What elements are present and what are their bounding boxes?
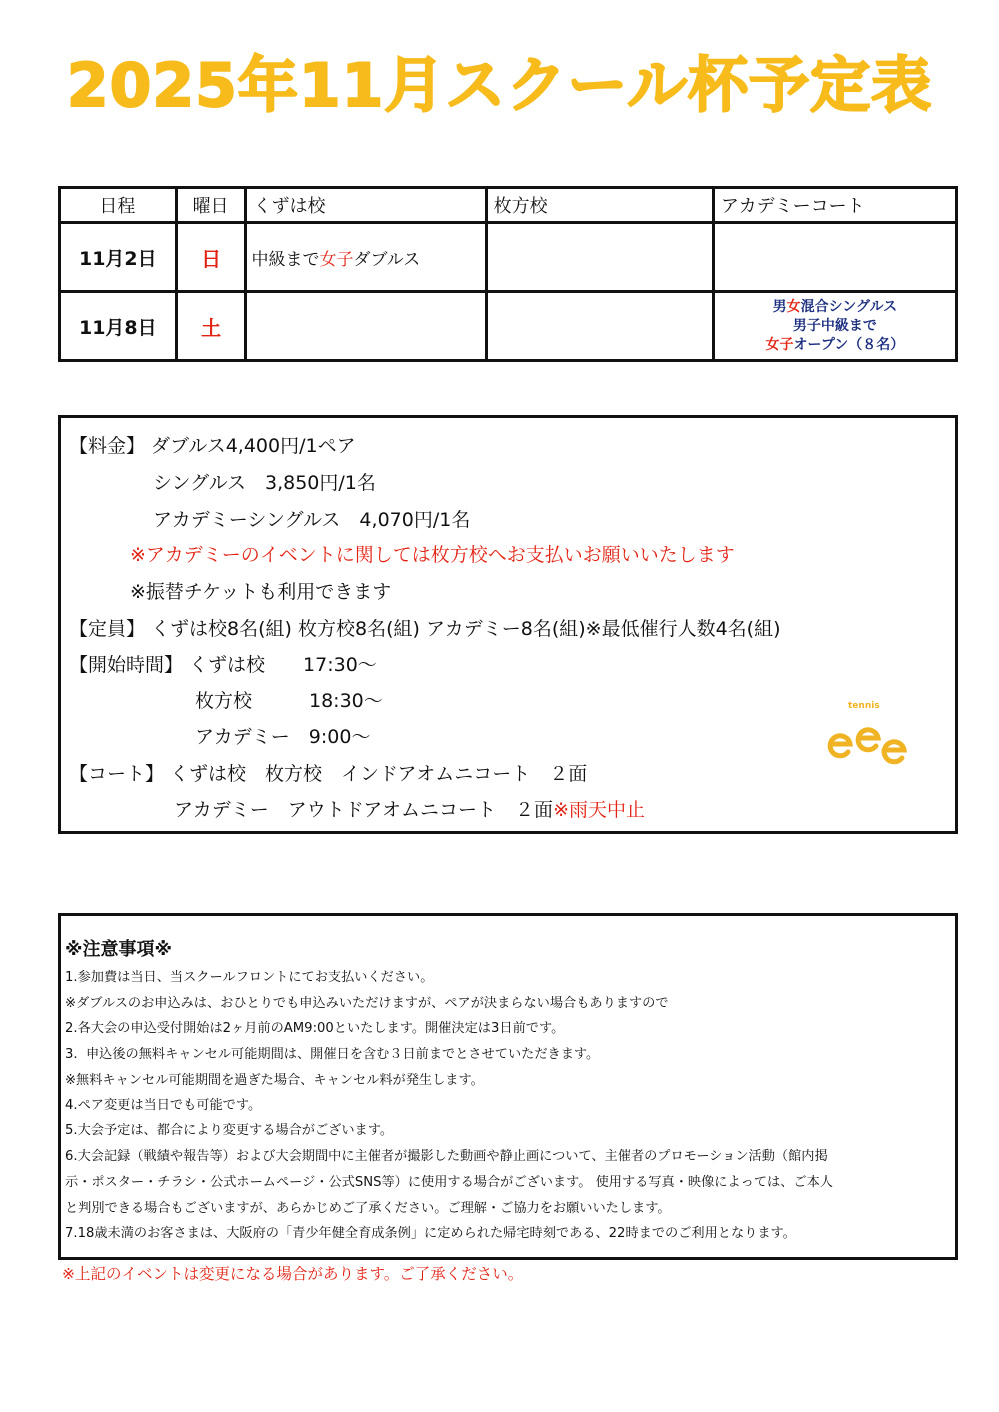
- academy-text-blue: オープン（８名）: [793, 336, 905, 353]
- note-item: 6.大会記録（戦績や報告等）および大会期間中に主催者が撮影した動画や静止画について、主催者のプロモーション活動（館内掲: [65, 1149, 828, 1164]
- schedule-table: [58, 186, 958, 362]
- notes-heading: ※注意事項※: [65, 939, 172, 960]
- header-kuzuha: くずは校: [246, 188, 486, 223]
- row-hirakata-event: [486, 292, 713, 361]
- court-outdoor-text: アカデミー アウトドアオムニコート ２面: [174, 799, 554, 821]
- row-date: 11月8日: [60, 292, 177, 361]
- fee-doubles: 【料金】 ダブルス4,400円/1ペア: [69, 435, 356, 457]
- table-header-row: [60, 188, 957, 223]
- note-item: 2.各大会の申込受付開始は2ヶ月前のAM9:00といたします。開催決定は3日前です。: [65, 1021, 565, 1036]
- start-time-hirakata: 枚方校 18:30～: [195, 690, 383, 712]
- note-item: 1.参加費は当日、当スクールフロントにてお支払いください。: [65, 970, 434, 985]
- academy-text-red: 女: [786, 298, 801, 315]
- row-kuzuha-event: [246, 223, 486, 292]
- header-hirakata: 枚方校: [486, 188, 713, 223]
- tennis-egg-logo: [826, 692, 916, 772]
- note-item: 示・ポスター・チラシ・公式ホームページ・公式SNS等）に使用する場合がございます。 使用する写真・映像によっては、ご本人: [65, 1175, 833, 1190]
- header-academy: アカデミーコート: [713, 188, 956, 223]
- logo-small-text: tennis: [848, 701, 880, 711]
- note-item: ※ダブルスのお申込みは、おひとりでも申込みいただけますが、ペアが決まらない場合もありますので: [65, 996, 669, 1011]
- start-time-academy: アカデミー 9:00～: [195, 726, 371, 748]
- event-text: 中級まで: [251, 249, 320, 270]
- event-text: ダブルス: [353, 249, 421, 270]
- page-title: 2025年11月スクール杯予定表: [66, 51, 933, 121]
- row-academy-event: [713, 223, 956, 292]
- logo-egg-mark: [830, 730, 904, 762]
- court-outdoor: [174, 795, 645, 822]
- note-item: 5.大会予定は、都合により変更する場合がございます。: [65, 1123, 394, 1138]
- row-day: 土: [176, 292, 246, 361]
- event-text-red: 女子: [319, 249, 354, 270]
- fee-academy-singles: アカデミーシングルス 4,070円/1名: [153, 509, 471, 531]
- table-row: [60, 223, 957, 292]
- row-academy-event: [713, 292, 956, 361]
- academy-text-blue: 混合シングルス: [800, 298, 898, 315]
- academy-text-blue: 男子中級まで: [792, 317, 877, 334]
- fee-ticket-note: ※振替チケットも利用できます: [130, 581, 392, 603]
- header-date: 日程: [60, 188, 177, 223]
- academy-text-blue: 男: [772, 298, 787, 315]
- academy-text-red: 女子: [765, 336, 794, 353]
- table-row: [60, 292, 957, 361]
- row-day: 日: [176, 223, 246, 292]
- fee-info-box: [58, 415, 958, 834]
- row-kuzuha-event: [246, 292, 486, 361]
- note-item: と判別できる場合もございますが、あらかじめご了承ください。ご理解・ご協力をお願いいたします。: [65, 1201, 671, 1216]
- note-item: 3. 申込後の無料キャンセル可能期間は、開催日を含む３日前までとさせていただきます。: [65, 1047, 600, 1062]
- note-item: 4.ペア変更は当日でも可能です。: [65, 1098, 262, 1113]
- logo-main-text: egg: [826, 692, 828, 693]
- note-item: 7.18歳未満のお客さまは、大阪府の「青少年健全育成条例」に定められた帰宅時刻である、22時までのご利用となります。: [65, 1226, 796, 1241]
- rain-cancel-note: ※雨天中止: [553, 799, 645, 821]
- fee-singles: シングルス 3,850円/1名: [153, 472, 376, 494]
- row-date: 11月2日: [60, 223, 177, 292]
- notes-box: [58, 913, 958, 1260]
- row-hirakata-event: [486, 223, 713, 292]
- note-item: ※無料キャンセル可能期間を過ぎた場合、キャンセル料が発生します。: [65, 1073, 484, 1088]
- start-time-kuzuha: 【開始時間】 くずは校 17:30～: [69, 654, 377, 676]
- fee-payment-note: ※アカデミーのイベントに関しては枚方校へお支払いお願いいたします: [130, 544, 735, 566]
- footer-note: ※上記のイベントは変更になる場合があります。ご了承ください。: [62, 1265, 524, 1283]
- capacity-info: 【定員】 くずは校8名(組) 枚方校8名(組) アカデミー8名(組)※最低催行人数4名(組): [69, 618, 781, 640]
- court-indoor: 【コート】 くずは校 枚方校 インドアオムニコート ２面: [69, 763, 588, 785]
- header-day: 曜日: [176, 188, 246, 223]
